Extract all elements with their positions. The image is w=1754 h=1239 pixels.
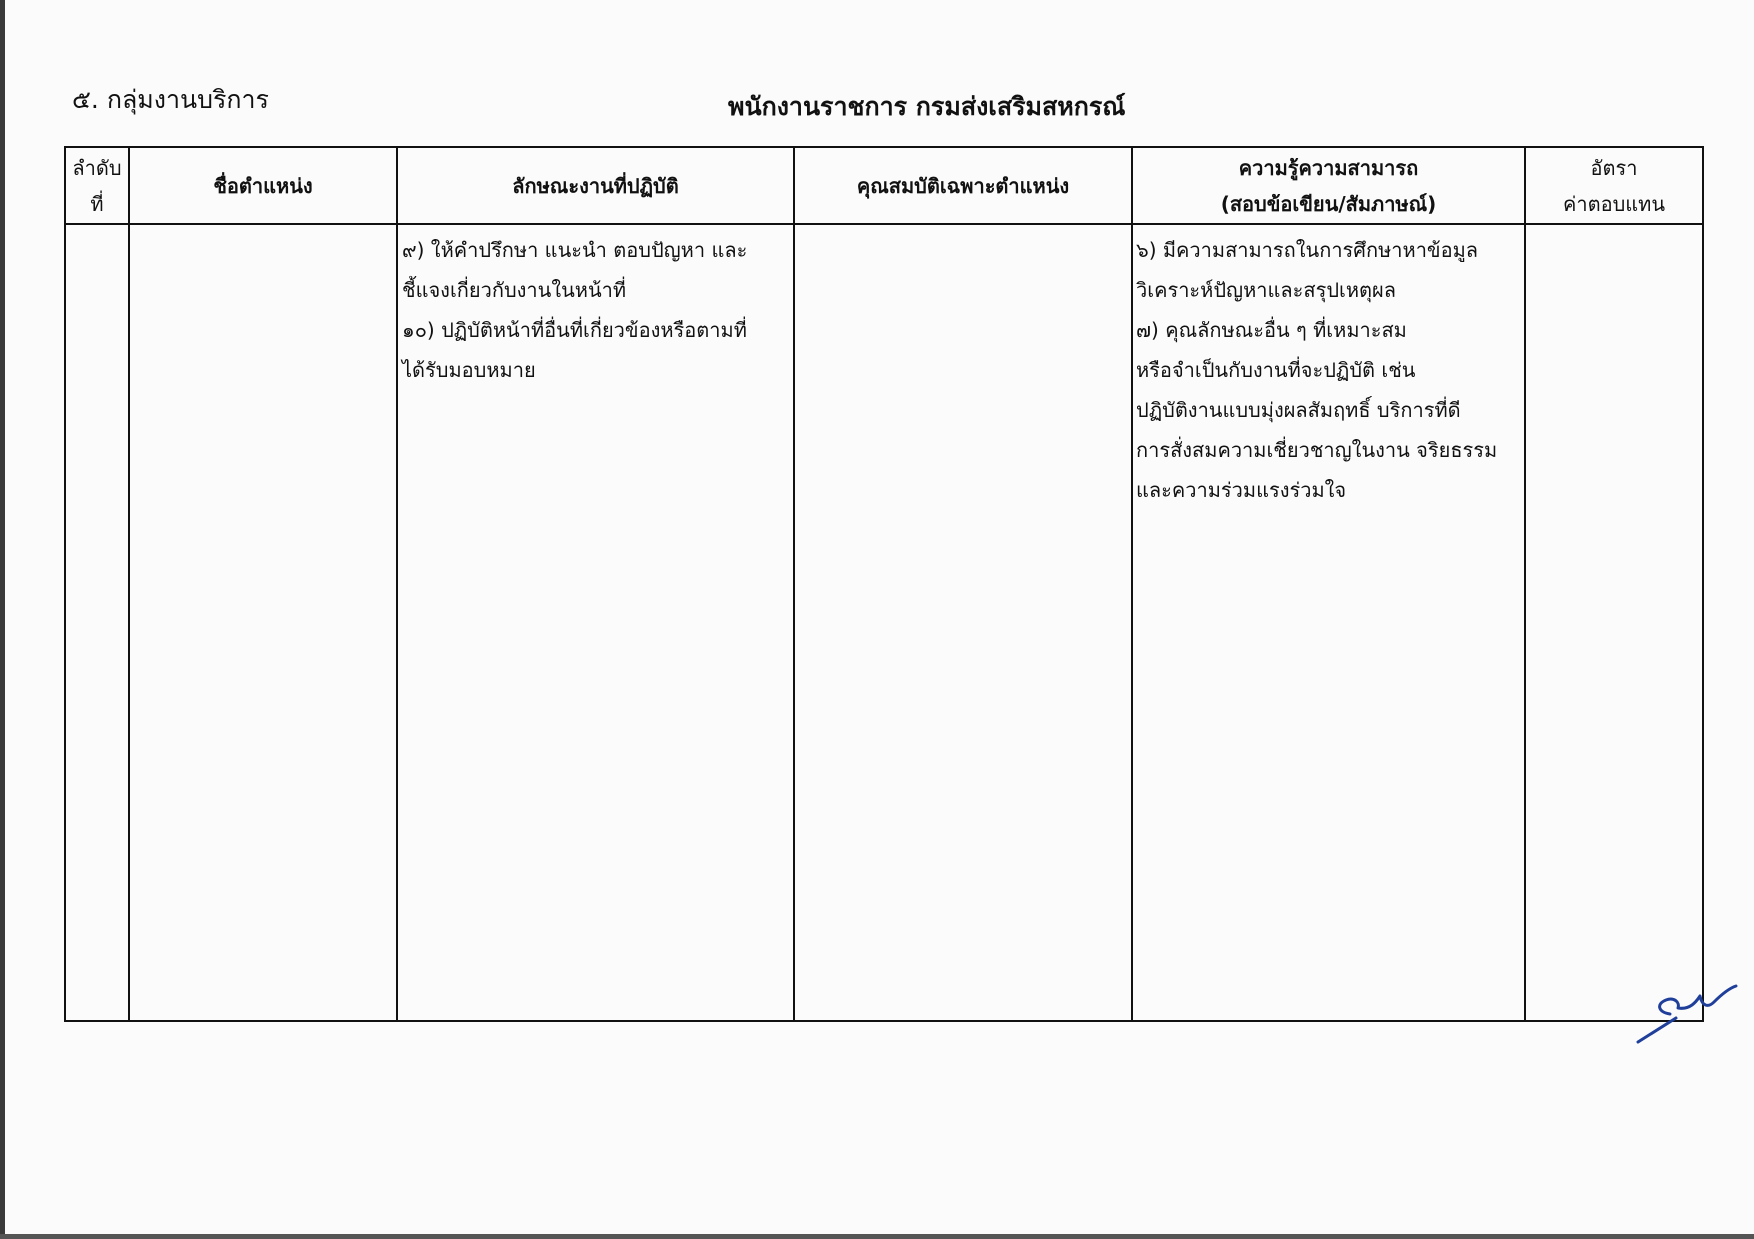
duties-line: ชี้แจงเกี่ยวกับงานในหน้าที่ [402, 278, 627, 302]
column-divider [793, 148, 795, 1020]
duties-cell [402, 230, 788, 390]
duties-line: ๑๐) ปฏิบัติหน้าที่อื่นที่เกี่ยวข้องหรือตามที่ [402, 318, 747, 342]
knowledge-line: และความร่วมแรงร่วมใจ [1136, 478, 1347, 502]
duties-line: ได้รับมอบหมาย [402, 358, 536, 382]
column-divider [1131, 148, 1133, 1020]
group-heading: ๕. กลุ่มงานบริการ [72, 85, 269, 114]
knowledge-line: หรือจำเป็นกับงานที่จะปฏิบัติ เช่น [1136, 358, 1416, 382]
header-knowledge-line-2: (สอบข้อเขียน/สัมภาษณ์) [1220, 191, 1437, 216]
knowledge-line: การสั่งสมความเชี่ยวชาญในงาน จริยธรรม [1136, 438, 1498, 462]
header-rate-line-2: ค่าตอบแทน [1562, 191, 1666, 216]
header-divider [66, 223, 1702, 225]
header-rate-line-1: อัตรา [1590, 155, 1638, 180]
header-order-line-1: ลำดับ [72, 155, 122, 180]
column-divider [1524, 148, 1526, 1020]
page-bottom-edge [0, 1234, 1754, 1239]
signature-mark [1630, 966, 1740, 1046]
duties-line: ๙) ให้คำปรึกษา แนะนำ ตอบปัญหา และ [402, 238, 748, 262]
header-duties-label: ลักษณะงานที่ปฏิบัติ [512, 173, 679, 198]
header-cell-qualifications [795, 148, 1131, 223]
knowledge-line: ปฏิบัติงานแบบมุ่งผลสัมฤทธิ์ บริการที่ดี [1136, 398, 1461, 422]
header-position-label: ชื่อตำแหน่ง [213, 173, 313, 198]
column-divider [396, 148, 398, 1020]
page-left-edge [0, 0, 5, 1239]
header-order-line-2: ที่ [90, 191, 104, 216]
header-cell-rate [1526, 148, 1702, 223]
header-qualifications-label: คุณสมบัติเฉพาะตำแหน่ง [856, 173, 1070, 198]
document-title: พนักงานราชการ กรมส่งเสริมสหกรณ์ [728, 92, 1126, 121]
header-knowledge-line-1: ความรู้ความสามารถ [1238, 155, 1419, 180]
knowledge-line: ๖) มีความสามารถในการศึกษาหาข้อมูล [1136, 238, 1479, 262]
knowledge-line: วิเคราะห์ปัญหาและสรุปเหตุผล [1136, 278, 1397, 302]
header-cell-knowledge [1133, 148, 1524, 223]
header-cell-position [130, 148, 396, 223]
header-cell-order [66, 148, 128, 223]
column-divider [128, 148, 130, 1020]
header-cell-duties [398, 148, 793, 223]
position-table [64, 146, 1704, 1022]
knowledge-line: ๗) คุณลักษณะอื่น ๆ ที่เหมาะสม [1136, 318, 1407, 342]
knowledge-cell [1136, 230, 1522, 510]
